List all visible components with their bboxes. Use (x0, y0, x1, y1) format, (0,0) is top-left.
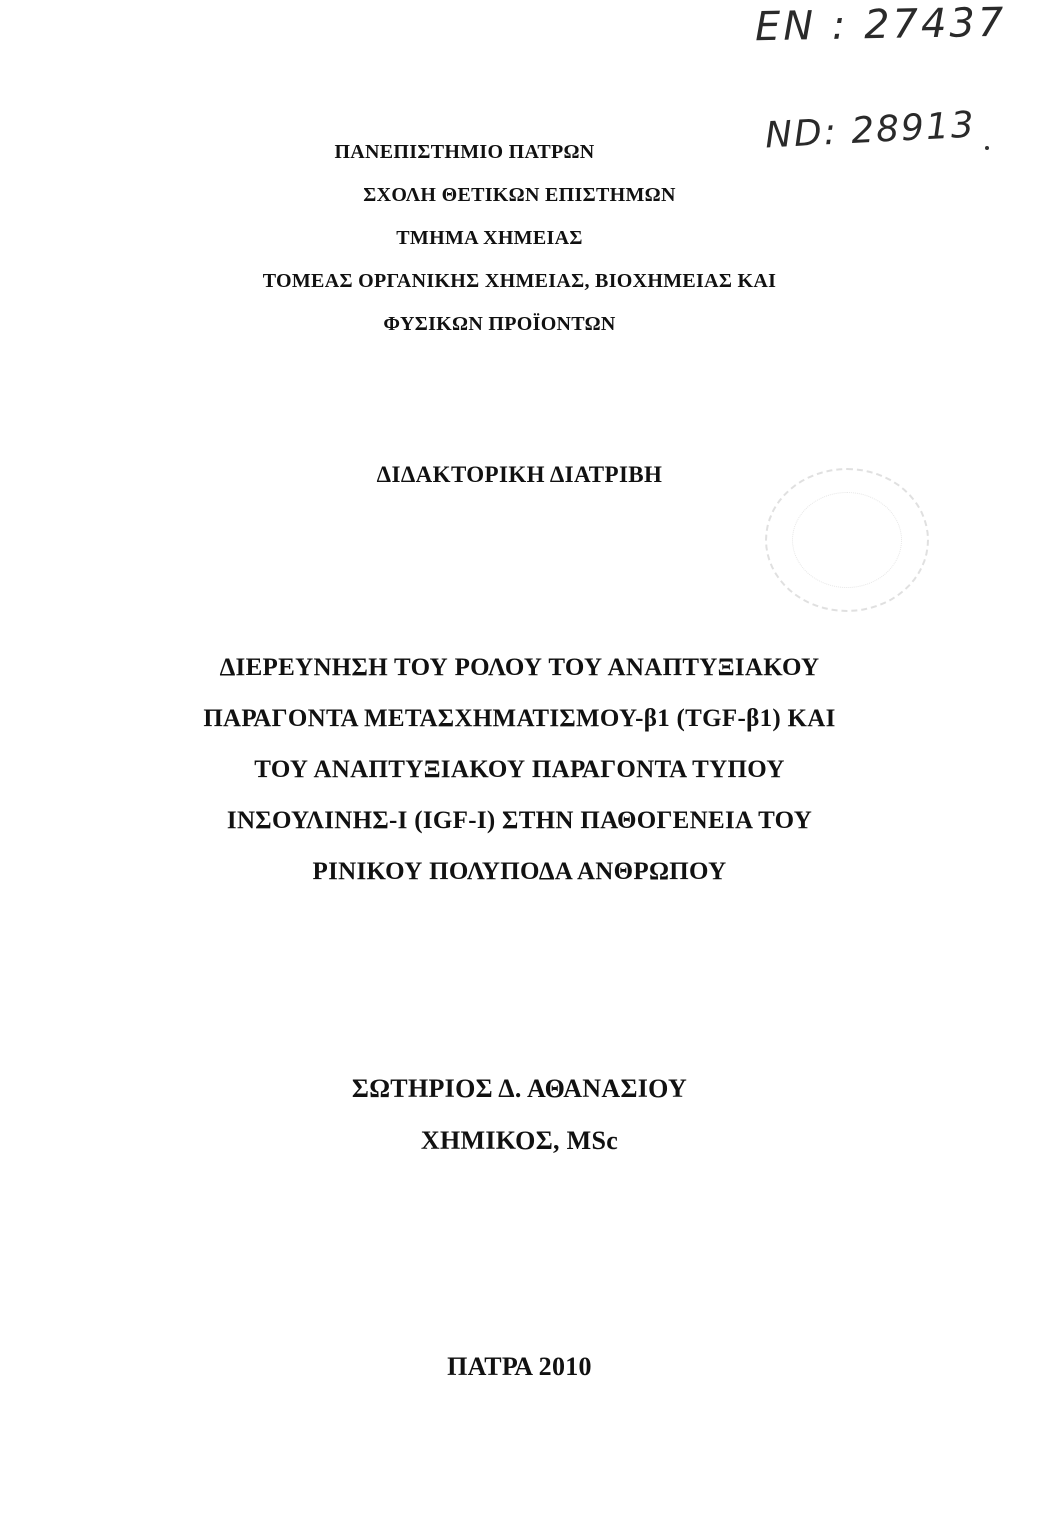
university-name: ΠΑΝΕΠΙΣΤΗΜΙΟ ΠΑΤΡΩΝ (334, 141, 595, 163)
title-line-3: ΤΟΥ ΑΝΑΠΤΥΞΙΑΚΟΥ ΠΑΡΑΓΟΝΤΑ ΤΥΠΟΥ (254, 756, 785, 783)
author-credentials: ΧΗΜΙΚΟΣ, MSc (420, 1126, 619, 1155)
title-line-5: ΡΙΝΙΚΟΥ ΠΟΛΥΠΟΔΑ ΑΝΘΡΩΠΟΥ (312, 858, 727, 885)
sector-name-line-2: ΦΥΣΙΚΩΝ ΠΡΟΪΟΝΤΩΝ (383, 313, 616, 335)
author-name: ΣΩΤΗΡΙΟΣ Δ. ΑΘΑΝΑΣΙΟΥ (351, 1074, 688, 1103)
library-stamp-inner-ring (792, 492, 902, 588)
sector-name-line-1: ΤΟΜΕΑΣ ΟΡΓΑΝΙΚΗΣ ΧΗΜΕΙΑΣ, ΒΙΟΧΗΜΕΙΑΣ ΚΑΙ (262, 270, 777, 292)
place-and-year: ΠΑΤΡΑ 2010 (447, 1352, 592, 1381)
thesis-title (0, 642, 1039, 897)
title-line-4: ΙΝΣΟΥΛΙΝΗΣ-Ι (IGF-I) ΣΤΗΝ ΠΑΘΟΓΕΝΕΙΑ ΤΟΥ (226, 807, 813, 834)
title-line-1: ΔΙΕΡΕΥΝΗΣΗ ΤΟΥ ΡΟΛΟΥ ΤΟΥ ΑΝΑΠΤΥΞΙΑΚΟΥ (219, 654, 820, 681)
title-line-2: ΠΑΡΑΓΟΝΤΑ ΜΕΤΑΣΧΗΜΑΤΙΣΜΟΥ-β1 (TGF-β1) ΚΑΙ (203, 705, 836, 732)
handwritten-registry-number: ND: 28913 (764, 104, 977, 157)
school-name: ΣΧΟΛΗ ΘΕΤΙΚΩΝ ΕΠΙΣΤΗΜΩΝ (363, 184, 676, 206)
institution-header (0, 131, 1039, 346)
handwritten-inventory-number: EN : 27437 (754, 0, 1007, 51)
department-name: ΤΜΗΜΑ ΧΗΜΕΙΑΣ (396, 227, 583, 249)
thesis-type-heading: ΔΙΔΑΚΤΟΡΙΚΗ ΔΙΑΤΡΙΒΗ (376, 462, 663, 487)
library-stamp (765, 468, 929, 612)
author-block (0, 1063, 1039, 1167)
